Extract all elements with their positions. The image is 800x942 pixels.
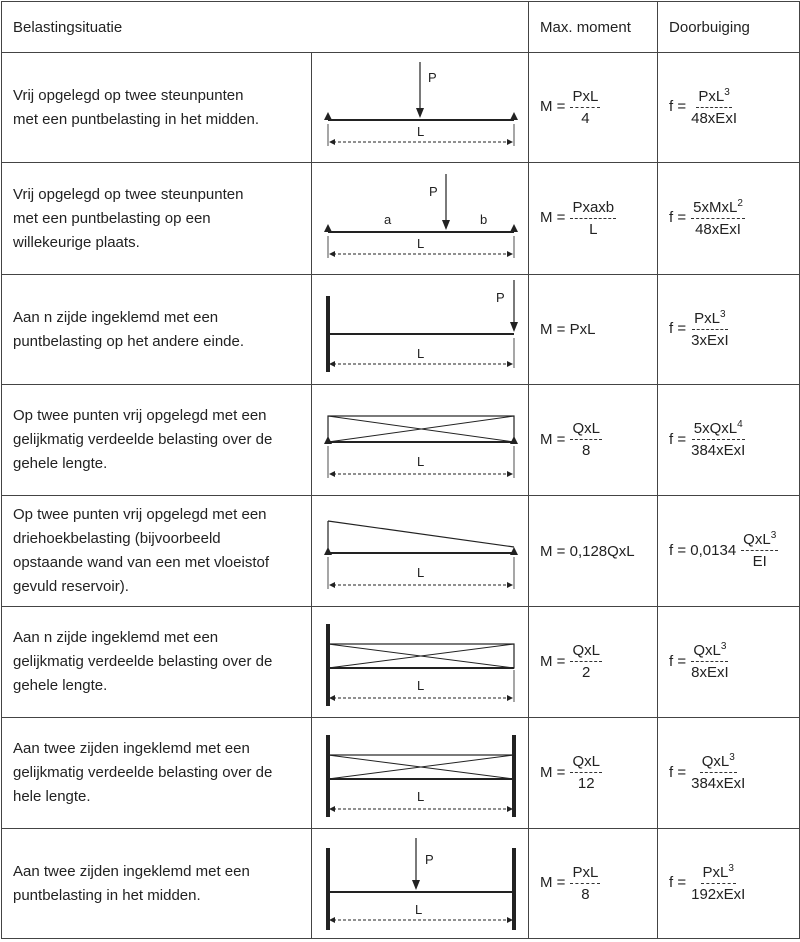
fraction: [691, 197, 745, 238]
length-label: L: [417, 677, 425, 693]
denominator: 192xExI: [691, 885, 746, 903]
description-line: puntbelasting op het andere einde.: [13, 332, 245, 350]
deflection-formula: [658, 53, 800, 163]
denominator: 8xExI: [691, 664, 729, 681]
numerator: PxL$^3$: [692, 311, 727, 330]
deflection-formula: [658, 163, 800, 275]
numerator: QxL: [570, 643, 602, 662]
load-description: [2, 385, 312, 496]
denominator: 8: [581, 885, 590, 903]
description-line: gelijkmatig verdeelde belasting over de: [13, 431, 273, 448]
formula-text: M = 0,128QxL: [540, 542, 635, 560]
formula-prefix: f =: [669, 98, 687, 116]
description-line: met een puntbelasting op een: [13, 209, 211, 227]
exponent: 3: [724, 86, 730, 98]
load-diagram: [312, 163, 529, 275]
load-diagram: [312, 53, 529, 163]
fraction: [691, 421, 745, 459]
length-label: L: [417, 564, 425, 580]
formula-prefix: f =: [669, 320, 687, 338]
denominator: L: [589, 220, 598, 238]
max-moment-formula: [529, 718, 658, 829]
formula-prefix: f = 0,0134: [669, 541, 737, 559]
numerator: QxL$^3$: [700, 754, 737, 773]
numerator: PxL: [570, 865, 600, 884]
deflection-formula: [658, 496, 800, 607]
load-diagram: [312, 607, 529, 718]
exponent: 3: [720, 641, 727, 652]
numerator: 5xQxL$^4$: [692, 421, 745, 440]
distance-label-a: a: [384, 211, 392, 227]
table-row: [2, 607, 800, 718]
beam-diagram: [312, 497, 528, 606]
description-line: driehoekbelasting (bijvoorbeeld: [13, 530, 221, 547]
load-diagram: [312, 275, 529, 385]
formula-prefix: f =: [669, 763, 687, 781]
description-line: gelijkmatig verdeelde belasting over de: [13, 764, 273, 781]
description-line: gehele lengte.: [13, 677, 108, 694]
max-moment-formula: [529, 163, 658, 275]
table-row: [2, 275, 800, 385]
description-line: opstaande wand van een met vloeistof: [13, 554, 270, 571]
length-label: L: [417, 123, 425, 139]
deflection-formula: [658, 275, 800, 385]
exponent: 3: [728, 862, 734, 874]
fraction: [570, 421, 602, 459]
max-moment-formula: [529, 53, 658, 163]
fraction: [691, 308, 729, 349]
length-label: L: [417, 453, 425, 469]
beam-diagram: [312, 719, 528, 828]
beam-diagram: [312, 164, 528, 274]
description-line: Aan n zijde ingeklemd met een: [13, 308, 219, 326]
max-moment-formula: [529, 829, 658, 939]
denominator: 384xExI: [691, 775, 746, 792]
load-description: [2, 718, 312, 829]
formula-text: M = PxL: [540, 321, 596, 338]
description-line: Aan twee zijden ingeklemd met een: [13, 862, 250, 880]
deflection-formula: [658, 829, 800, 939]
table-row: [2, 53, 800, 163]
header-moment: Max. moment: [529, 2, 658, 53]
exponent: 2: [737, 197, 743, 209]
formula-prefix: f =: [669, 430, 687, 448]
formula-prefix: M =: [540, 763, 566, 781]
exponent: 3: [770, 530, 777, 541]
length-label: L: [417, 345, 425, 361]
beam-diagram: [312, 830, 528, 938]
deflection-formula: [658, 385, 800, 496]
beam-diagram: [312, 276, 528, 384]
formula-prefix: f =: [669, 874, 687, 892]
load-description: [2, 829, 312, 939]
exponent: 3: [729, 752, 735, 763]
numerator: QxL: [570, 421, 602, 440]
denominator: 12: [577, 775, 595, 792]
description-line: puntbelasting in het midden.: [13, 886, 201, 904]
load-diagram: [312, 385, 529, 496]
denominator: 48xExI: [691, 109, 737, 127]
description-line: Aan twee zijden ingeklemd met een: [13, 740, 250, 757]
fraction: [570, 89, 600, 127]
load-description: [2, 53, 312, 163]
description-line: met een puntbelasting in het midden.: [13, 110, 259, 128]
denominator: 2: [582, 664, 591, 681]
formula-prefix: M =: [540, 209, 566, 227]
length-label: L: [415, 901, 423, 917]
exponent: 3: [720, 308, 726, 320]
denominator: 384xExI: [691, 442, 746, 459]
formula-prefix: M =: [540, 430, 566, 448]
header-situation: Belastingsituatie: [2, 2, 529, 53]
table-row: [2, 718, 800, 829]
denominator: EI: [752, 553, 767, 570]
beam-diagram: [312, 54, 528, 162]
table-row: [2, 163, 800, 275]
denominator: 48xExI: [695, 220, 741, 238]
fraction: [691, 86, 737, 127]
deflection-formula: [658, 718, 800, 829]
load-description: [2, 607, 312, 718]
load-label-p: P: [425, 851, 434, 867]
load-description: [2, 163, 312, 275]
max-moment-formula: [529, 607, 658, 718]
fraction: [570, 754, 602, 792]
load-label-p: P: [496, 289, 505, 305]
numerator: 5xMxL$^2$: [691, 200, 745, 219]
numerator: PxL: [570, 89, 600, 108]
beam-load-table: [1, 1, 800, 939]
description-line: gevuld reservoir).: [13, 578, 129, 595]
max-moment-formula: [529, 275, 658, 385]
description-line: Vrij opgelegd op twee steunpunten: [13, 86, 244, 104]
header-deflection: Doorbuiging: [658, 2, 800, 53]
description-line: Op twee punten vrij opgelegd met een: [13, 407, 267, 424]
beam-diagram: [312, 386, 528, 495]
denominator: 3xExI: [691, 331, 729, 349]
table-row: [2, 829, 800, 939]
distance-label-b: b: [480, 211, 488, 227]
max-moment-formula: [529, 496, 658, 607]
fraction: [570, 865, 600, 903]
formula-prefix: M =: [540, 98, 566, 116]
fraction: [570, 200, 616, 238]
load-description: [2, 496, 312, 607]
exponent: 4: [737, 419, 743, 430]
description-line: gehele lengte.: [13, 455, 108, 472]
load-label-p: P: [429, 183, 438, 199]
fraction: [570, 643, 602, 681]
fraction: [691, 643, 729, 681]
formula-prefix: M =: [540, 874, 566, 892]
fraction: [691, 862, 746, 903]
load-label-p: P: [428, 69, 437, 85]
description-line: Aan n zijde ingeklemd met een: [13, 629, 219, 646]
fraction: [691, 754, 745, 792]
length-label: L: [417, 788, 425, 804]
beam-diagram: [312, 608, 528, 717]
table-row: [2, 385, 800, 496]
numerator: PxL$^3$: [701, 865, 736, 884]
max-moment-formula: [529, 385, 658, 496]
length-label: L: [417, 235, 425, 251]
fraction: [741, 532, 778, 570]
numerator: Pxaxb: [570, 200, 616, 219]
formula-prefix: M =: [540, 652, 566, 670]
table-header-row: [2, 2, 800, 53]
description-line: Vrij opgelegd op twee steunpunten: [13, 185, 244, 203]
load-description: [2, 275, 312, 385]
denominator: 8: [582, 442, 591, 459]
denominator: 4: [581, 109, 590, 127]
table-row: [2, 496, 800, 607]
description-line: gelijkmatig verdeelde belasting over de: [13, 653, 273, 670]
formula-prefix: f =: [669, 209, 687, 227]
description-line: Op twee punten vrij opgelegd met een: [13, 506, 267, 523]
description-line: hele lengte.: [13, 788, 91, 805]
numerator: QxL$^3$: [691, 643, 728, 662]
numerator: PxL$^3$: [696, 89, 731, 108]
load-diagram: [312, 496, 529, 607]
numerator: QxL: [570, 754, 602, 773]
load-diagram: [312, 829, 529, 939]
load-diagram: [312, 718, 529, 829]
deflection-formula: [658, 607, 800, 718]
numerator: QxL$^3$: [741, 532, 778, 551]
description-line: willekeurige plaats.: [13, 233, 140, 251]
formula-prefix: f =: [669, 652, 687, 670]
